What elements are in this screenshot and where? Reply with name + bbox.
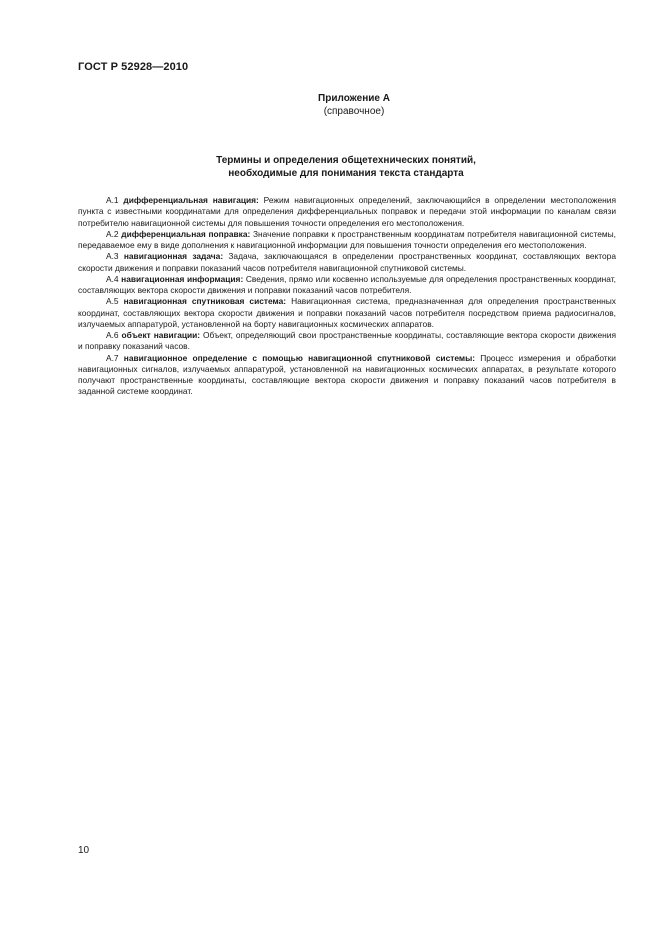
definition-text: Сведения, прямо или косвенно используемые для определения пространственных координат, составляющих вектора скорости движения и поправки показаний часов потребителя. [78, 273, 616, 295]
section-heading-line-2: необходимые для понимания текста стандарта [228, 168, 464, 179]
definition-text: Значение поправки к пространственным координатам потребителя навигационной системы, передаваемое ему в виде дополнения к навигационной информации для повышения точности определения его местоположения. [78, 228, 616, 250]
definition-term: дифференциальная навигация: [123, 195, 259, 205]
definition-number: А.1 [106, 195, 124, 205]
definition-text: Режим навигационных определений, заключающийся в определении местоположения пункта с известными координатами для определения дифференциальных поправок и передачи этой информации по каналам связи потребителю навигационной системы для повышения точности определения его местоположения. [78, 195, 616, 228]
definition-number: А.2 [106, 228, 122, 239]
definition-a4 [78, 274, 616, 297]
definition-text: Объект, определяющий свои пространственные координаты, составляющие вектора скорости движения и поправку показаний часов. [78, 330, 616, 352]
page-number: 10 [78, 845, 90, 856]
definition-term: навигационная спутниковая система: [123, 296, 287, 307]
definition-text: Задача, заключающаяся в определении пространственных координат, составляющих вектора скорости движения и поправки показаний часов потребителя навигационной спутниковой системы. [78, 251, 616, 273]
definition-a2 [78, 229, 616, 252]
appendix-label [78, 92, 614, 118]
definitions-list [78, 195, 616, 398]
definition-number: А.6 [106, 330, 122, 340]
definition-a1 [78, 195, 616, 229]
definition-text: Навигационная система, предназначенная для определения пространственных координат, составляющих вектора скорости движения и поправки показаний часов потребителя посредством приема радиосигналов, излучаемых аппаратурой, установленной на борту навигационных космических аппаратов. [78, 296, 616, 329]
definition-term: дифференциальная поправка: [121, 228, 251, 239]
definition-a6 [78, 330, 616, 353]
definition-term: объект навигации: [121, 330, 201, 340]
appendix-title: Приложение А [318, 93, 390, 104]
definition-a7 [78, 353, 616, 398]
definition-term: навигационное определение с помощью навигационной спутниковой системы: [123, 352, 476, 363]
definition-term: навигационная задача: [123, 251, 224, 262]
definition-a3 [78, 251, 616, 274]
definition-number: А.5 [106, 296, 124, 307]
definition-a5 [78, 296, 616, 330]
document-code: ГОСТ Р 52928—2010 [78, 61, 189, 73]
definition-number: А.7 [106, 352, 124, 363]
definition-text: Процесс измерения и обработки навигационных сигналов, излучаемых аппаратурой, установленной на навигационных космических аппаратах, в результате которого получают пространственные координаты, составляющие вектора скорости движения и поправку показаний часов потребителя в заданной системе координат. [78, 352, 616, 397]
appendix-subtitle: (справочное) [323, 106, 385, 117]
definition-number: А.4 [106, 273, 122, 284]
definition-number: А.3 [106, 251, 124, 262]
definition-term: навигационная информация: [121, 273, 244, 284]
section-heading-line-1: Термины и определения общетехнических понятий, [216, 155, 476, 166]
section-heading [78, 154, 614, 180]
